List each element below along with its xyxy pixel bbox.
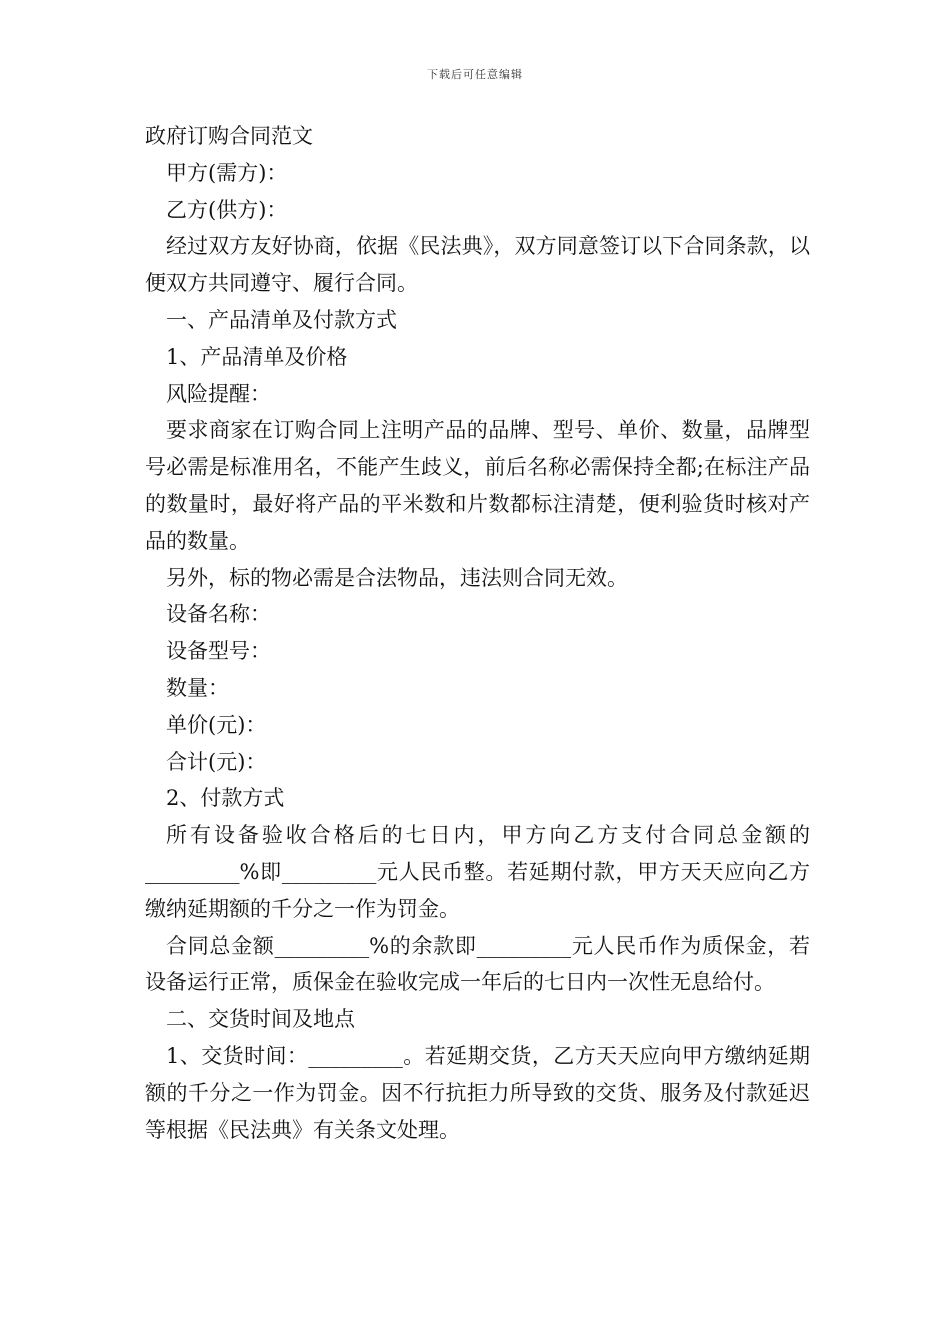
risk-extra-paragraph: 另外，标的物必需是合法物品，违法则合同无效。 [166,565,628,590]
field-quantity: 数量： [166,675,229,700]
field-total: 合计(元)： [166,749,267,774]
risk-paragraph: 要求商家在订购合同上注明产品的品牌、型号、单价、数量，品牌型号必需是标准用名，不能产生歧义，前后名称必需保持全都;在标注产品的数量时，最好将产品的平米数和片数都标注清楚，便利验货时核对产品的数量。 [145,418,810,553]
field-equipment-model: 设备型号： [166,639,271,664]
section-1-subheading-payment: 2、付款方式 [166,786,285,811]
party-b-line: 乙方(供方)： [166,197,288,222]
delivery-paragraph: 1、交货时间：_________。若延期交货，乙方天天应向甲方缴纳延期额的千分之一作为罚金。因不行抗拒力所导致的交货、服务及付款延迟等根据《民法典》有关条文处理。 [145,1043,810,1142]
document-body [145,118,810,1148]
risk-label: 风险提醒： [166,381,271,406]
field-unit-price: 单价(元)： [166,712,267,737]
section-2-heading: 二、交货时间及地点 [166,1007,355,1032]
field-equipment-name: 设备名称： [166,602,271,627]
document-title: 政府订购合同范文 [145,124,313,148]
page-header-note: 下载后可任意编辑 [427,68,523,81]
section-1-heading: 一、产品清单及付款方式 [166,307,397,332]
retention-paragraph: 合同总金额_________%的余款即_________元人民币作为质保金，若设备运行正常，质保金在验收完成一年后的七日内一次性无息给付。 [145,933,810,995]
section-1-subheading-products: 1、产品清单及价格 [166,344,348,369]
intro-paragraph: 经过双方友好协商，依据《民法典》，双方同意签订以下合同条款，以便双方共同遵守、履行合同。 [145,234,810,296]
party-a-line: 甲方(需方)： [166,160,288,185]
payment-paragraph: 所有设备验收合格后的七日内，甲方向乙方支付合同总金额的_________%即_________元人民币整。若延期付款，甲方天天应向乙方缴纳延期额的千分之一作为罚金。 [145,823,810,921]
